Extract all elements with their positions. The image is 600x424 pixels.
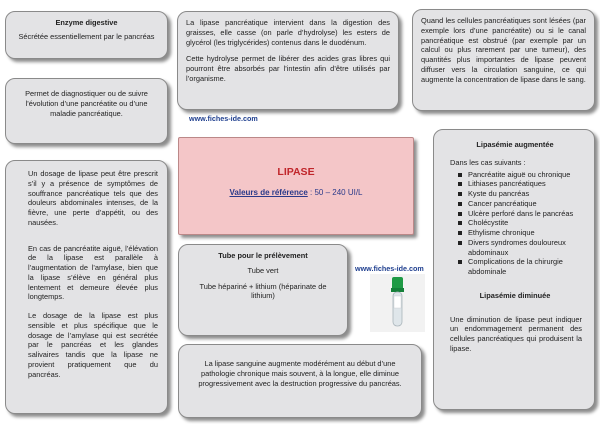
reference-values [179,188,413,197]
title-card [178,137,414,235]
dosage-paragraph-3: Le dosage de la lipase est plus sensible et plus spécifique que le dosage de l’amylase qui est secrétée par le pancréas et les glandes salivaires tandis que la lipase ne provient pratiquement que du pancréas. [28,311,158,379]
list-item: Lithiases pancréatiques [468,179,588,189]
tube-color: Tube vert [247,265,279,275]
role-paragraph-2: Cette hydrolyse permet de libérer des acides gras libres qui pourront être absorbés par l’intestin afin d’être utilisés par l’organisme. [186,54,390,83]
blood-tube-icon [370,274,425,332]
website-link-2[interactable]: www.fiches-ide.com [355,264,424,273]
tube-title: Tube pour le prélèvement [218,251,308,260]
dosage-paragraph-1: Un dosage de lipase peut être prescrit s’il y a présence de symptômes de souffrance pancréatique tels que des douleurs abdominales intenses, de la fièvre, une perte d’appétit, ou des nausées. [28,169,158,227]
enzyme-title: Enzyme digestive [55,18,118,27]
enzyme-text: Sécrétée essentiellement par le pancréas [18,31,155,41]
decreased-text: Une diminution de lipase peut indiquer un endommagement permanent des cellules pancréatiques qui produisent la lipase. [450,314,582,354]
increased-cases-list [442,170,588,277]
increased-intro: Dans les cas suivants : [450,157,526,167]
enzyme-card [5,11,168,59]
tube-content: Tube hépariné + lithium (héparinate de lithium) [199,281,327,301]
list-item: Ulcère perforé dans le pancréas [468,209,588,219]
tube-card [178,244,348,336]
decreased-title: Lipasémie diminuée [479,290,551,300]
reference-label: Valeurs de référence [229,188,308,197]
list-item: Cancer pancréatique [468,199,588,209]
list-item: Pancréatite aiguë ou chronique [468,170,588,180]
list-item: Divers syndromes douloureux abdominaux [468,238,588,258]
reference-value: : 50 – 240 UI/L [307,188,363,197]
list-item: Cholécystite [468,218,588,228]
role-card [177,11,399,110]
role-paragraph-1: La lipase pancréatique intervient dans la digestion des graisses, elle casse (on parle d’hydrolyse) les esters de glycérol (les triglycérides) contenus dans le duodénum. [186,18,390,47]
lipasemia-card [433,129,595,410]
dosage-paragraph-2: En cas de pancréatite aiguë, l’élévation de la lipase est parallèle à l’augmentation de l’amylase, bien que la lipase s’élève en général plus lentement et demeure élevée plus longtemps. [28,243,158,302]
list-item: Kyste du pancréas [468,189,588,199]
evolution-text: La lipase sanguine augmente modérément au début d’une pathologie chronique mais souvent, à la longue, elle diminue progressivement avec la destruction progressive du pancréas. [198,359,402,388]
list-item: Complications de la chirurgie abdominale [468,257,588,277]
blood-tube-image [370,274,425,332]
diagnostic-text: Permet de diagnostiquer ou de suivre l’évolution d’une pancréatite ou d’une maladie pancréatique. [25,89,148,118]
dosage-card [5,160,168,414]
increased-title: Lipasémie augmentée [476,140,554,149]
website-link[interactable]: www.fiches-ide.com [189,114,258,123]
page-title: LIPASE [277,166,315,178]
lesions-card [412,9,595,111]
lesions-text: Quand les cellules pancréatiques sont lésées (par exemple lors d’une pancréatite) ou si le canal pancréatique est obstrué (par exemple par un calcul ou plus rarement par une tumeur), des quantités plus importantes de lipase peuvent diffuser vers la circulation sanguine, ce qui augmente la concentration de lipase dans le sang. [421,16,586,84]
evolution-card [178,344,422,418]
list-item: Ethylisme chronique [468,228,588,238]
diagnostic-card [5,78,168,144]
